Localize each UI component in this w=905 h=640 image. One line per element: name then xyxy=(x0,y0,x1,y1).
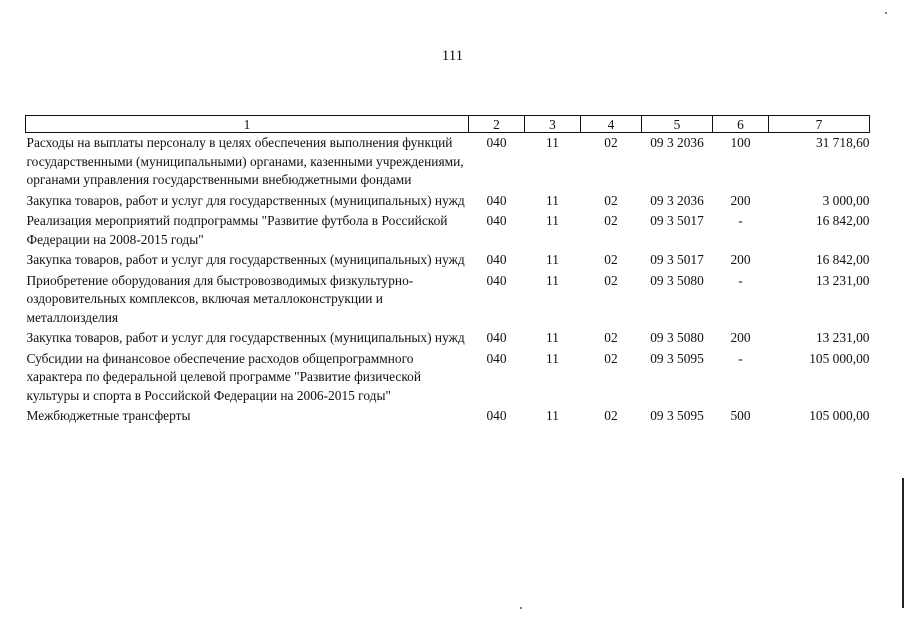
scan-edge-mark xyxy=(902,478,904,608)
row-description: Субсидии на финансовое обеспечение расходов общепрограммного характера по федеральной целевой программе "Развитие физической культуры и спорта в Российской Федерации на 2006-2015 годы" xyxy=(26,350,422,403)
row-col-3: 11 xyxy=(546,408,559,423)
row-col-5: 09 3 5017 xyxy=(650,213,704,228)
table-row xyxy=(26,272,870,330)
table-row xyxy=(26,192,870,213)
scan-speck xyxy=(885,12,887,14)
row-col-3: 11 xyxy=(546,135,559,150)
row-col-2: 040 xyxy=(486,252,507,267)
column-header-7: 7 xyxy=(769,116,870,133)
row-col-6: - xyxy=(738,350,743,366)
column-header-1: 1 xyxy=(26,116,469,133)
row-col-7: 13 231,00 xyxy=(815,330,870,345)
column-header-5: 5 xyxy=(642,116,713,133)
row-col-6: 200 xyxy=(730,192,751,208)
row-col-5: 09 3 5095 xyxy=(650,350,704,366)
page-number: 111 xyxy=(441,48,464,64)
row-col-4: 02 xyxy=(604,330,618,345)
row-description: Расходы на выплаты персоналу в целях обеспечения выполнения функций государственными (муниципальными) органами, казенными учреждениями, органами управления государственными внебюджетными фондами xyxy=(26,135,464,187)
row-col-4: 02 xyxy=(604,135,618,150)
table-row xyxy=(26,329,870,350)
row-col-6: 500 xyxy=(730,408,751,423)
row-col-3: 11 xyxy=(546,350,559,366)
row-col-3: 11 xyxy=(546,330,559,345)
table-header-row xyxy=(26,116,870,133)
row-col-5: 09 3 5095 xyxy=(650,408,704,423)
row-col-7: 31 718,60 xyxy=(815,135,870,150)
row-col-6: 200 xyxy=(730,330,751,345)
budget-table xyxy=(25,115,870,428)
row-col-5: 09 3 5017 xyxy=(650,252,704,267)
table-row xyxy=(26,350,870,408)
row-description: Реализация мероприятий подпрограммы "Развитие футбола в Российской Федерации на 2008-2015 годы" xyxy=(26,213,448,247)
row-col-3: 11 xyxy=(546,213,559,228)
row-col-3: 11 xyxy=(546,192,559,208)
row-col-2: 040 xyxy=(486,272,507,288)
row-col-7: 16 842,00 xyxy=(815,252,870,267)
row-col-7: 105 000,00 xyxy=(809,408,870,423)
column-header-3: 3 xyxy=(525,116,581,133)
table-row xyxy=(26,251,870,272)
column-header-2: 2 xyxy=(469,116,525,133)
row-col-7: 3 000,00 xyxy=(822,192,870,208)
row-col-5: 09 3 5080 xyxy=(650,272,704,288)
row-col-3: 11 xyxy=(546,252,559,267)
row-col-6: - xyxy=(738,272,743,288)
row-col-2: 040 xyxy=(486,330,507,345)
row-col-7: 16 842,00 xyxy=(815,213,870,228)
row-col-4: 02 xyxy=(604,350,618,366)
row-col-6: 200 xyxy=(730,252,751,267)
row-col-7: 105 000,00 xyxy=(809,350,870,366)
row-col-4: 02 xyxy=(604,408,618,423)
row-col-6: 100 xyxy=(730,135,751,150)
scan-speck xyxy=(520,607,522,609)
table-row xyxy=(26,133,870,192)
column-header-6: 6 xyxy=(713,116,769,133)
row-col-2: 040 xyxy=(486,350,507,366)
row-col-5: 09 3 2036 xyxy=(650,135,704,150)
row-description: Приобретение оборудования для быстровозводимых физкультурно-оздоровительных комплексов, включая металлоконструкции и металлоизделия xyxy=(26,272,414,325)
row-col-7: 13 231,00 xyxy=(815,272,870,288)
row-col-4: 02 xyxy=(604,213,618,228)
row-col-2: 040 xyxy=(486,408,507,423)
row-col-4: 02 xyxy=(604,272,618,288)
row-description: Закупка товаров, работ и услуг для государственных (муниципальных) нужд xyxy=(26,252,465,267)
table-row xyxy=(26,212,870,251)
row-col-6: - xyxy=(738,213,743,228)
row-col-2: 040 xyxy=(486,192,507,208)
row-col-2: 040 xyxy=(486,213,507,228)
table-row xyxy=(26,407,870,428)
row-description: Закупка товаров, работ и услуг для государственных (муниципальных) нужд xyxy=(26,192,465,208)
row-description: Закупка товаров, работ и услуг для государственных (муниципальных) нужд xyxy=(26,330,465,345)
row-col-5: 09 3 2036 xyxy=(650,192,704,208)
row-col-4: 02 xyxy=(604,192,618,208)
row-description: Межбюджетные трансферты xyxy=(26,408,191,423)
row-col-3: 11 xyxy=(546,272,559,288)
row-col-5: 09 3 5080 xyxy=(650,330,704,345)
row-col-4: 02 xyxy=(604,252,618,267)
row-col-2: 040 xyxy=(486,135,507,150)
column-header-4: 4 xyxy=(581,116,642,133)
